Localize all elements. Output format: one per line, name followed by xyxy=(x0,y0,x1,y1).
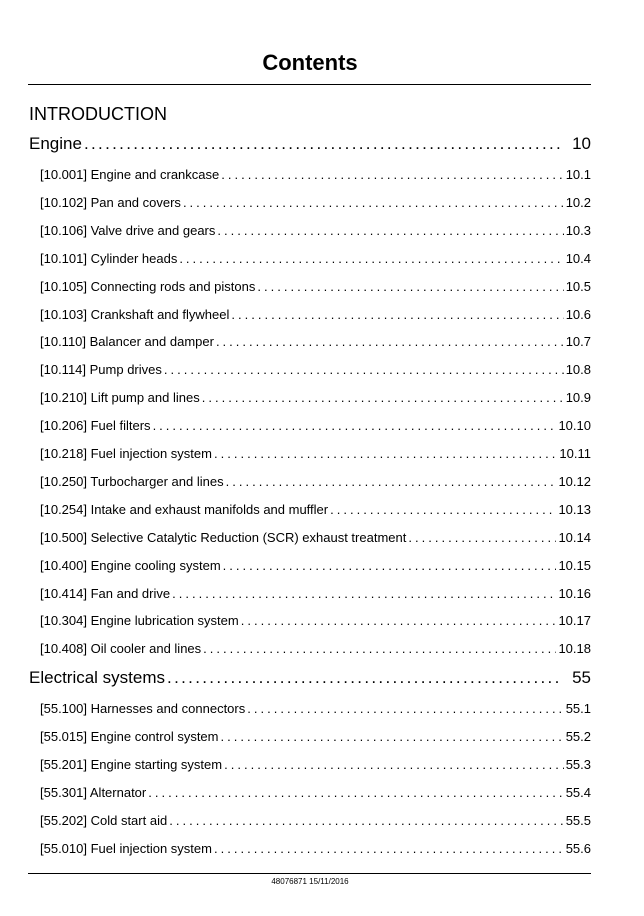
toc-entry-label: [10.114] Pump drives xyxy=(40,362,162,377)
introduction-heading: INTRODUCTION xyxy=(29,104,167,124)
toc-entry-label: [55.201] Engine starting system xyxy=(40,757,223,772)
toc-entry-label: [10.250] Turbocharger and lines xyxy=(40,474,224,489)
toc-entry[interactable] xyxy=(40,362,591,380)
toc-entry-page-number: 55.5 xyxy=(565,813,591,828)
toc-entry-page-number: 10.15 xyxy=(558,558,591,573)
toc-entry-label: [55.010] Fuel injection system xyxy=(40,841,212,856)
toc-entry[interactable] xyxy=(40,641,591,659)
toc-entry-label: [10.500] Selective Catalytic Reduction (SCR) exhaust treatment xyxy=(40,530,407,545)
toc-entry-page-number: 55.4 xyxy=(565,785,591,800)
toc-entry[interactable] xyxy=(40,223,591,241)
toc-entry-label: [10.400] Engine cooling system xyxy=(40,558,221,573)
toc-chapter[interactable] xyxy=(29,668,591,690)
toc-entry-label: [55.301] Alternator xyxy=(40,785,147,800)
footer-doc-id-date: 48076871 15/11/2016 xyxy=(271,877,349,886)
toc-entry[interactable] xyxy=(40,729,591,747)
toc-entry[interactable] xyxy=(40,586,591,604)
toc-entry-page-number: 10.5 xyxy=(565,279,591,294)
toc-entry-page-number: 10.2 xyxy=(565,195,591,210)
toc-entry-page-number: 10.3 xyxy=(565,223,591,238)
dot-leader xyxy=(167,668,562,688)
toc-chapter[interactable] xyxy=(29,134,591,156)
dot-leader xyxy=(179,251,563,266)
page-title: Contents xyxy=(262,50,358,75)
toc-entry-label: [55.202] Cold start aid xyxy=(40,813,168,828)
dot-leader xyxy=(217,223,563,238)
dot-leader xyxy=(226,474,557,489)
dot-leader xyxy=(169,813,563,828)
toc-entry[interactable] xyxy=(40,701,591,719)
toc-entry-page-number: 10.17 xyxy=(558,613,591,628)
toc-entry-page-number: 10.16 xyxy=(558,586,591,601)
toc-entry-label: [55.100] Harnesses and connectors xyxy=(40,701,246,716)
toc-entry[interactable] xyxy=(40,530,591,548)
toc-entry-page-number: 10.4 xyxy=(565,251,591,266)
dot-leader xyxy=(148,785,563,800)
toc-entry[interactable] xyxy=(40,757,591,775)
toc-entry-label: [10.408] Oil cooler and lines xyxy=(40,641,202,656)
toc-entry-page-number: 55.3 xyxy=(565,757,591,772)
dot-leader xyxy=(183,195,564,210)
toc-chapter-page-number: 55 xyxy=(572,668,591,687)
toc-entry[interactable] xyxy=(40,474,591,492)
toc-entry-label: [10.101] Cylinder heads xyxy=(40,251,178,266)
dot-leader xyxy=(214,446,557,461)
toc-entry[interactable] xyxy=(40,558,591,576)
toc-entry-label: [10.254] Intake and exhaust manifolds and muffler xyxy=(40,502,329,517)
footer-rule xyxy=(28,873,591,874)
toc-entry[interactable] xyxy=(40,334,591,352)
toc-entry[interactable] xyxy=(40,841,591,859)
toc-entry-page-number: 10.9 xyxy=(565,390,591,405)
dot-leader xyxy=(153,418,557,433)
toc-entry-label: [10.110] Balancer and damper xyxy=(40,334,214,349)
toc-entry-label: [10.218] Fuel injection system xyxy=(40,446,212,461)
toc-entry[interactable] xyxy=(40,390,591,408)
dot-leader xyxy=(84,134,562,154)
toc-chapter-page-number: 10 xyxy=(572,134,591,153)
dot-leader xyxy=(224,757,564,772)
toc-entry[interactable] xyxy=(40,307,591,325)
toc-entry-page-number: 10.12 xyxy=(558,474,591,489)
toc-entry-page-number: 10.10 xyxy=(558,418,591,433)
dot-leader xyxy=(221,729,564,744)
dot-leader xyxy=(241,613,557,628)
toc-entry[interactable] xyxy=(40,279,591,297)
toc-entry-label: [10.001] Engine and crankcase xyxy=(40,167,220,182)
dot-leader xyxy=(203,641,556,656)
toc-entry-page-number: 10.13 xyxy=(558,502,591,517)
dot-leader xyxy=(172,586,556,601)
toc-entry-page-number: 10.18 xyxy=(558,641,591,656)
toc-entry-page-number: 10.6 xyxy=(565,307,591,322)
dot-leader xyxy=(214,841,564,856)
toc-entry-page-number: 10.8 xyxy=(565,362,591,377)
toc-entry-label: [10.105] Connecting rods and pistons xyxy=(40,279,256,294)
toc-chapter-label: Electrical systems xyxy=(29,668,166,687)
toc-entry-label: [10.304] Engine lubrication system xyxy=(40,613,239,628)
toc-entry-page-number: 10.7 xyxy=(565,334,591,349)
toc-entry-label: [10.210] Lift pump and lines xyxy=(40,390,200,405)
dot-leader xyxy=(223,558,557,573)
dot-leader xyxy=(202,390,564,405)
toc-entry-page-number: 55.2 xyxy=(565,729,591,744)
dot-leader xyxy=(216,334,564,349)
toc-entry[interactable] xyxy=(40,195,591,213)
toc-entry-page-number: 55.6 xyxy=(565,841,591,856)
toc-entry-label: [10.414] Fan and drive xyxy=(40,586,171,601)
dot-leader xyxy=(164,362,564,377)
dot-leader xyxy=(221,167,563,182)
toc-entry-page-number: 10.11 xyxy=(559,446,591,461)
dot-leader xyxy=(257,279,563,294)
toc-entry-page-number: 10.1 xyxy=(565,167,591,182)
toc-entry[interactable] xyxy=(40,502,591,520)
toc-entry-page-number: 55.1 xyxy=(565,701,591,716)
toc-chapter-label: Engine xyxy=(29,134,82,153)
toc-entry[interactable] xyxy=(40,418,591,436)
toc-entry[interactable] xyxy=(40,251,591,269)
toc-entry-label: [10.103] Crankshaft and flywheel xyxy=(40,307,230,322)
toc-entry[interactable] xyxy=(40,167,591,185)
toc-entry[interactable] xyxy=(40,785,591,803)
toc-entry-label: [10.206] Fuel filters xyxy=(40,418,151,433)
dot-leader xyxy=(330,502,556,517)
dot-leader xyxy=(231,307,563,322)
toc-entry[interactable] xyxy=(40,813,591,831)
toc-entry[interactable] xyxy=(40,613,591,631)
dot-leader xyxy=(247,701,563,716)
dot-leader xyxy=(408,530,556,545)
toc-entry-label: [10.106] Valve drive and gears xyxy=(40,223,216,238)
header-rule xyxy=(28,84,591,85)
toc-entry-label: [10.102] Pan and covers xyxy=(40,195,181,210)
toc-entry-label: [55.015] Engine control system xyxy=(40,729,219,744)
toc-entry[interactable] xyxy=(40,446,591,464)
toc-entry-page-number: 10.14 xyxy=(558,530,591,545)
